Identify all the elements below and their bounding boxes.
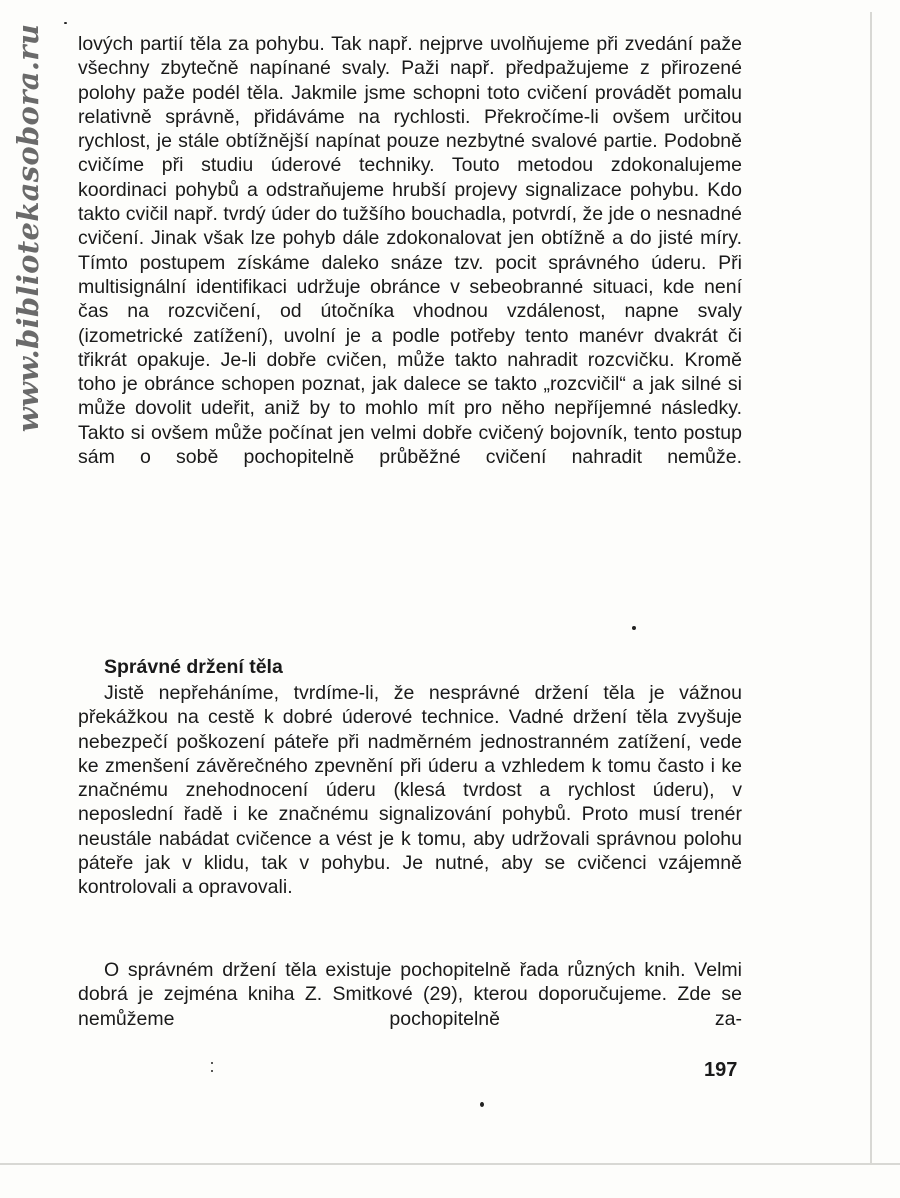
ink-speck: [211, 1070, 213, 1072]
section-heading: Správné držení těla: [104, 656, 283, 678]
watermark-text: www.bibliotekasobora.ru: [11, 23, 45, 433]
ink-speck: [632, 626, 636, 630]
ink-speck: [480, 1102, 484, 1107]
paragraph-3: [78, 958, 742, 1031]
page-number: 197: [704, 1059, 738, 1081]
paragraph-2: [78, 681, 742, 900]
ink-speck: [211, 1062, 213, 1064]
ink-speck: [64, 22, 67, 24]
paragraph-1: lových partií těla za pohybu. Tak např. nejprve uvolňujeme při zvedání paže všechny zbytečně napínané svaly. Paži např. předpažujeme z přirozené polohy paže podél těla. Jakmile jsme schopni toto cvičení provádět pomalu relativně správně, přidáváme na rychlosti. Překročíme-li ovšem určitou rychlost, je stále obtížnější napínat pouze nezbytné svalové partie. Podobně cvičíme při studiu úderové techniky. Touto metodou zdokonalujeme koordinaci pohybů a odstraňujeme hrubší projevy signalizace pohybu. Kdo takto cvičil např. tvrdý úder do tužšího bouchadla, potvrdí, že jde o nesnadné cvičení. Jinak však lze pohyb dále zdokonalovat jen obtížně a do jisté míry. Tímto postupem získáme daleko snáze tzv. pocit správného úderu. Při multisignální identifikaci udržuje obránce v sebeobranné situaci, kde není čas na rozcvičení, od útočníka vhodnou vzdálenost, napne svaly (izometrické zatížení), uvolní je a podle potřeby tento manévr dvakrát či třikrát opakuje. Je-li dobře cvičen, může takto nahradit rozcvičku. Kromě toho je obránce schopen poznat, jak dalece se takto „rozcvičil“ a jak silné si může dovolit udeřit, aniž by to mohlo mít pro něho nepříjemné následky. Takto si ovšem může počínat jen velmi dobře cvičený bojovník, tento postup sám o sobě pochopitelně průběžné cvičení nahradit nemůže.: [78, 33, 742, 469]
paragraph-3-text: O správném držení těla existuje pochopitelně řada různých knih. Velmi dobrá je zejména kniha Z. Smitkové (29), kterou doporučujeme. Zde se nemůžeme pochopitelně za-: [78, 959, 742, 1030]
watermark: [4, 8, 52, 448]
page-right-edge: [870, 12, 872, 1164]
paragraph-2-text: Jistě nepřeháníme, tvrdíme-li, že nesprávné držení těla je vážnou překážkou na cestě k dobré úderové technice. Vadné držení těla zvyšuje nebezpečí poškození páteře při nadměrném jednostranném zatížení, vede ke zmenšení závěrečného zpevnění při úderu a vzhledem k tomu často i ke značnému znehodnocení úderu (klesá tvrdost a rychlost úderu), v neposlední řadě i ke značnému signalizování pohybů. Proto musí trenér neustále nabádat cvičence a vést je k tomu, aby udržovali správnou polohu páteře jak v klidu, tak v pohybu. Je nutné, aby se cvičenci vzájemně kontrolovali a opravovali.: [78, 682, 742, 899]
page-bottom-edge: [0, 1163, 900, 1165]
